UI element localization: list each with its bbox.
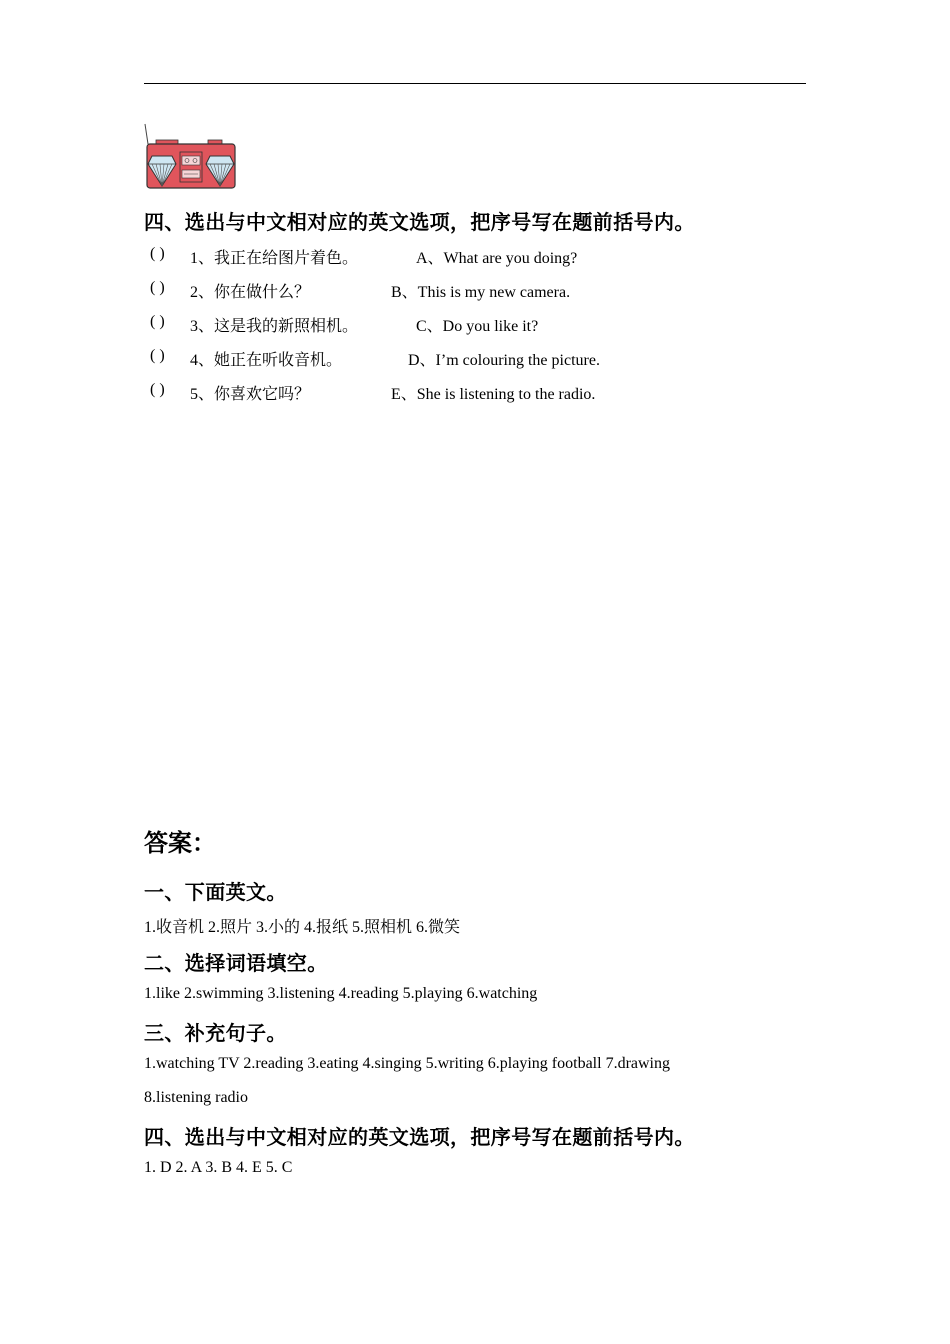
answer-section3-title: 三、补充句子。 (144, 1021, 287, 1045)
radio-illustration (142, 122, 238, 190)
section4-title: 四、选出与中文相对应的英文选项，把序号写在题前括号内。 (144, 210, 695, 234)
question-chinese: 1、我正在给图片着色。 (190, 250, 359, 267)
option-english: C、Do you like it? (416, 318, 539, 335)
question-row (150, 313, 800, 335)
question-row (150, 381, 800, 403)
answer-section2-text: 1.like 2.swimming 3.listening 4.reading 5.playing 6.watching (144, 985, 538, 1002)
question-chinese: 2、你在做什么？ (190, 284, 311, 301)
question-chinese: 3、这是我的新照相机。 (190, 318, 359, 335)
option-english: A、What are you doing? (416, 250, 578, 267)
answer-section3-text-cont: 8.listening radio (144, 1089, 248, 1106)
answer-blank[interactable]: ( ) (150, 245, 165, 262)
answer-blank[interactable]: ( ) (150, 313, 165, 330)
option-english: E、She is listening to the radio. (391, 386, 596, 403)
question-row (150, 347, 800, 369)
top-rule (144, 83, 806, 84)
answer-section2-title: 二、选择词语填空。 (144, 951, 328, 975)
answer-section1-text: 1.收音机 2.照片 3.小的 4.报纸 5.照相机 6.微笑 (144, 919, 461, 936)
question-row (150, 279, 800, 301)
answer-blank[interactable]: ( ) (150, 381, 165, 398)
option-english: D、I’m colouring the picture. (408, 352, 600, 369)
answer-section3-text: 1.watching TV 2.reading 3.eating 4.singing 5.writing 6.playing football 7.drawing (144, 1055, 670, 1072)
answer-section4-title: 四、选出与中文相对应的英文选项，把序号写在题前括号内。 (144, 1125, 695, 1149)
option-english: B、This is my new camera. (391, 284, 571, 301)
answer-blank[interactable]: ( ) (150, 347, 165, 364)
answers-title: 答案： (144, 829, 216, 857)
question-chinese: 5、你喜欢它吗？ (190, 386, 311, 403)
question-chinese: 4、她正在听收音机。 (190, 352, 343, 369)
answer-section1-title: 一、下面英文。 (144, 880, 287, 904)
answer-blank[interactable]: ( ) (150, 279, 165, 296)
answer-section4-text: 1. D 2. A 3. B 4. E 5. C (144, 1159, 293, 1176)
question-row (150, 245, 800, 267)
